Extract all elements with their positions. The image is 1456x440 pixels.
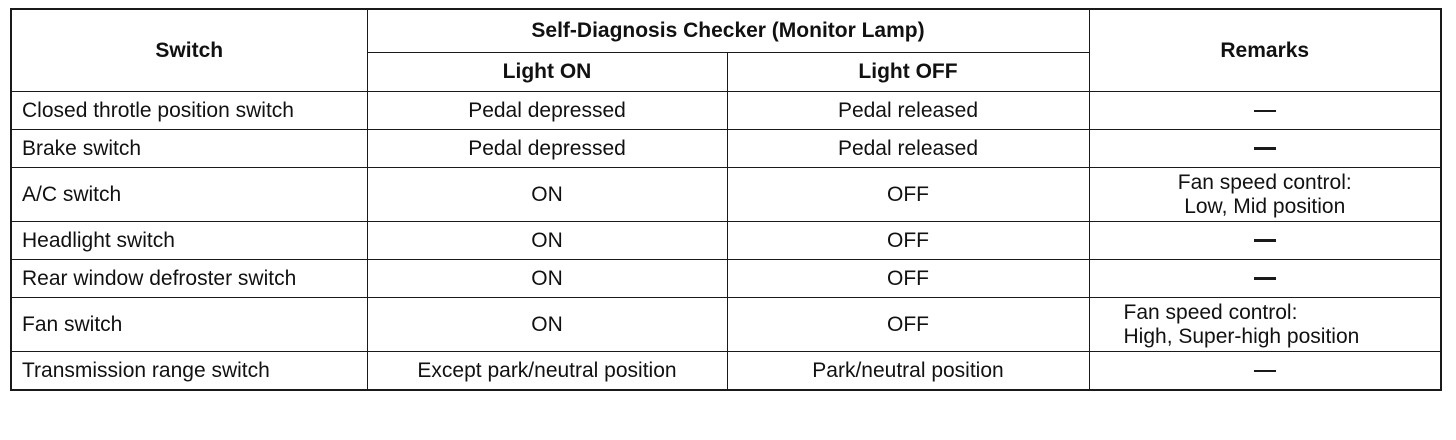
cell-remarks xyxy=(1089,298,1441,352)
cell-light-off: Park/neutral position xyxy=(727,352,1089,391)
dash-icon xyxy=(1254,110,1276,112)
cell-switch: Fan switch xyxy=(11,298,367,352)
cell-light-on: ON xyxy=(367,298,727,352)
diagnosis-table-container xyxy=(10,8,1440,391)
cell-light-off: OFF xyxy=(727,222,1089,260)
header-checker: Self-Diagnosis Checker (Monitor Lamp) xyxy=(367,9,1089,53)
remark-line: High, Super-high position xyxy=(1123,324,1360,348)
cell-remarks xyxy=(1089,130,1441,168)
cell-light-off: Pedal released xyxy=(727,130,1089,168)
cell-light-on: Except park/neutral position xyxy=(367,352,727,391)
cell-switch: A/C switch xyxy=(11,168,367,222)
table-row xyxy=(11,352,1441,391)
remark-line: Fan speed control: xyxy=(1123,300,1298,324)
cell-remarks xyxy=(1089,92,1441,130)
cell-remarks xyxy=(1089,168,1441,222)
cell-remarks xyxy=(1089,260,1441,298)
remark-line: Fan speed control: xyxy=(1177,170,1352,194)
dash-icon xyxy=(1254,277,1276,280)
self-diagnosis-table xyxy=(10,8,1442,391)
header-light-on: Light ON xyxy=(367,53,727,92)
cell-light-on: Pedal depressed xyxy=(367,130,727,168)
cell-light-on: ON xyxy=(367,260,727,298)
cell-switch: Brake switch xyxy=(11,130,367,168)
cell-light-on: ON xyxy=(367,222,727,260)
cell-switch: Headlight switch xyxy=(11,222,367,260)
remark-line: Low, Mid position xyxy=(1184,194,1346,218)
dash-icon xyxy=(1254,239,1276,242)
cell-switch: Transmission range switch xyxy=(11,352,367,391)
table-row xyxy=(11,130,1441,168)
cell-remarks xyxy=(1089,352,1441,391)
cell-light-off: OFF xyxy=(727,168,1089,222)
dash-icon xyxy=(1254,370,1276,372)
table-row xyxy=(11,222,1441,260)
cell-light-off: OFF xyxy=(727,260,1089,298)
table-row xyxy=(11,298,1441,352)
cell-switch: Rear window defroster switch xyxy=(11,260,367,298)
cell-light-on: Pedal depressed xyxy=(367,92,727,130)
header-light-off: Light OFF xyxy=(727,53,1089,92)
table-row xyxy=(11,260,1441,298)
cell-light-off: Pedal released xyxy=(727,92,1089,130)
cell-light-on: ON xyxy=(367,168,727,222)
header-row-1 xyxy=(11,9,1441,53)
cell-remarks xyxy=(1089,222,1441,260)
header-switch: Switch xyxy=(11,9,367,92)
table-row xyxy=(11,92,1441,130)
cell-light-off: OFF xyxy=(727,298,1089,352)
cell-switch: Closed throtle position switch xyxy=(11,92,367,130)
dash-icon xyxy=(1254,147,1276,150)
table-row xyxy=(11,168,1441,222)
header-remarks: Remarks xyxy=(1089,9,1441,92)
